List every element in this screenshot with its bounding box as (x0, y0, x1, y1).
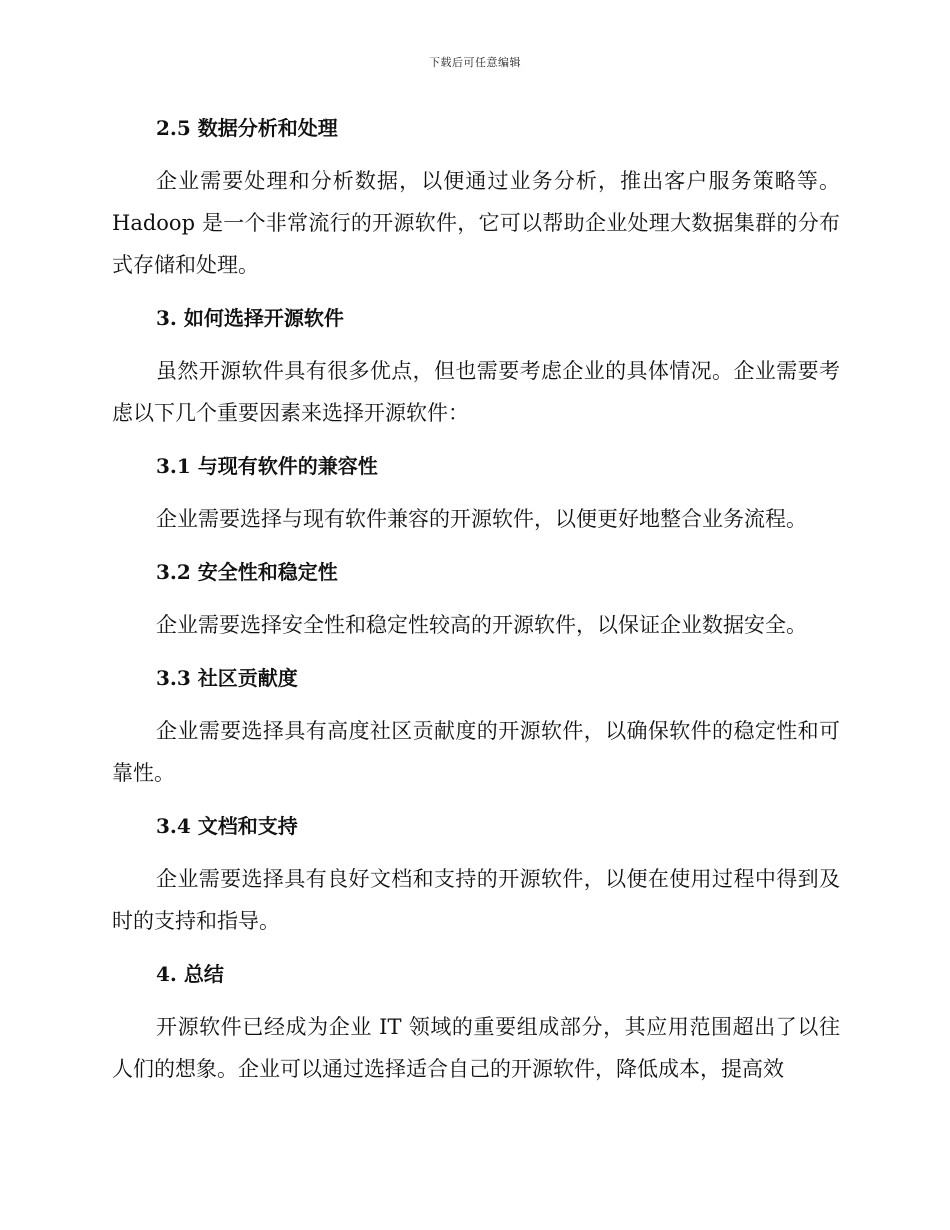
section-heading-3-3: 3.3 社区贡献度 (156, 666, 298, 690)
paragraph-how-to-choose: 虽然开源软件具有很多优点，但也需要考虑企业的具体情况。企业需要考虑以下几个重要因素来选择开源软件： (112, 359, 840, 425)
section-heading-4: 4. 总结 (156, 962, 224, 986)
paragraph-compatibility: 企业需要选择与现有软件兼容的开源软件，以便更好地整合业务流程。 (156, 507, 807, 531)
section-heading-3-2: 3.2 安全性和稳定性 (156, 560, 338, 584)
section-heading-3-4: 3.4 文档和支持 (156, 814, 298, 838)
section-heading-2-5: 2.5 数据分析和处理 (156, 116, 338, 140)
section-heading-3-1: 3.1 与现有软件的兼容性 (156, 454, 378, 478)
page-header: 下载后可任意编辑 (429, 56, 521, 69)
paragraph-summary: 开源软件已经成为企业 IT 领域的重要组成部分，其应用范围超出了以往人们的想象。企业可以通过选择适合自己的开源软件，降低成本，提高效 (112, 1015, 840, 1081)
paragraph-documentation: 企业需要选择具有良好文档和支持的开源软件，以便在使用过程中得到及时的支持和指导。 (112, 867, 840, 933)
section-heading-3: 3. 如何选择开源软件 (156, 306, 344, 330)
paragraph-security: 企业需要选择安全性和稳定性较高的开源软件，以保证企业数据安全。 (156, 613, 807, 637)
paragraph-data-analysis: 企业需要处理和分析数据，以便通过业务分析，推出客户服务策略等。Hadoop 是一个非常流行的开源软件，它可以帮助企业处理大数据集群的分布式存储和处理。 (112, 169, 840, 277)
document-body (112, 108, 840, 1102)
paragraph-community: 企业需要选择具有高度社区贡献度的开源软件，以确保软件的稳定性和可靠性。 (112, 719, 840, 785)
